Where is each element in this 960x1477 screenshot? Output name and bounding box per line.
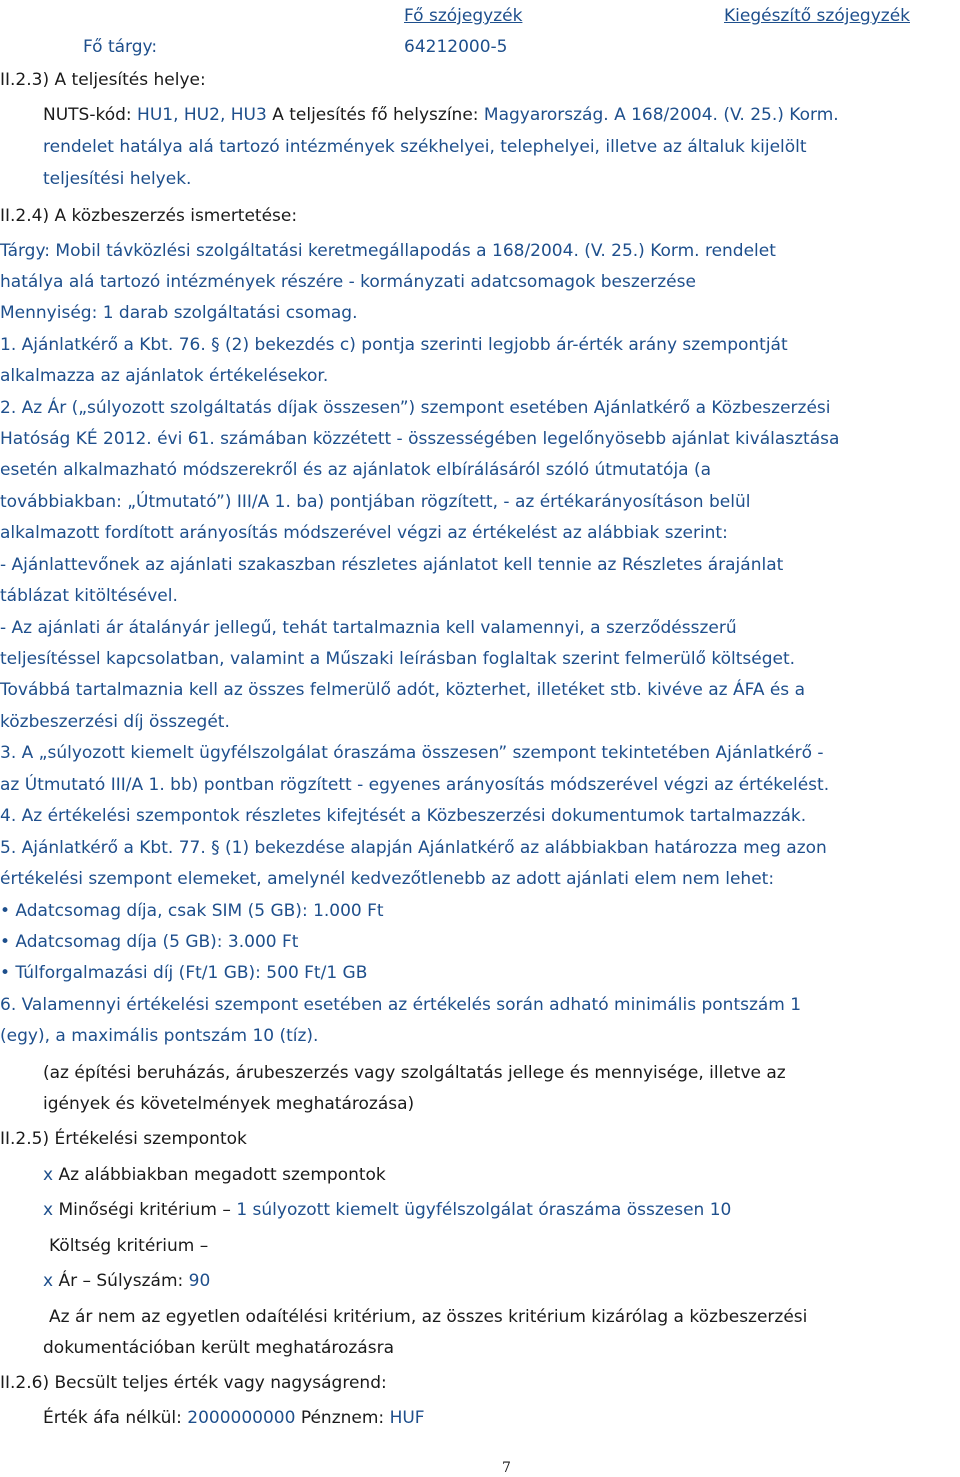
description-note: igények és követelmények meghatározása) [43, 1094, 415, 1114]
nuts-codes: HU1, HU2, HU3 [137, 105, 267, 125]
description-line: az Útmutató III/A 1. bb) pontban rögzített - egyenes arányosítás módszerével végzi az értékelést. [0, 775, 830, 795]
estimated-value: 2000000000 [187, 1408, 296, 1428]
estimated-value-line [43, 1407, 425, 1429]
price-weight-value: 90 [188, 1271, 211, 1291]
description-line: 3. A „súlyozott kiemelt ügyfélszolgálat óraszáma összesen” szempont tekintetében Ajánlatkérő - [0, 743, 824, 763]
description-line: alkalmazott fordított arányosítás módszerével végzi az értékelést az alábbiak szerint: [0, 523, 728, 543]
section-2-2-6-heading: II.2.6) Becsült teljes érték vagy nagyságrend: [0, 1373, 387, 1393]
description-line: Tárgy: Mobil távközlési szolgáltatási keretmegállapodás a 168/2004. (V. 25.) Korm. rendelet [0, 241, 776, 261]
price-criterion-note: Az ár nem az egyetlen odaítélési kritérium, az összes kritérium kizárólag a közbeszerzési [49, 1307, 808, 1327]
nuts-line [43, 104, 839, 126]
quality-criterion-label: Minőségi kritérium – [58, 1200, 231, 1220]
description-line: Hatóság KÉ 2012. évi 61. számában közzétett - összességében legelőnyösebb ajánlat kiválasztása [0, 429, 840, 449]
nuts-label: NUTS-kód: [43, 105, 132, 125]
description-line: esetén alkalmazható módszerekről és az ajánlatok elbírálásáról szóló útmutatója (a [0, 460, 712, 480]
price-criterion-note: dokumentációban került meghatározásra [43, 1338, 394, 1358]
main-site-text: teljesítési helyek. [43, 169, 192, 189]
description-line: - Az ajánlati ár átalányár jellegű, tehát tartalmaznia kell valamennyi, a szerződésszerű [0, 618, 737, 638]
quality-criterion [43, 1199, 731, 1221]
description-line: 2. Az Ár („súlyozott szolgáltatás díjak összesen”) szempont esetében Ajánlatkérő a Közbeszerzési [0, 398, 831, 418]
criteria-item-specified [43, 1164, 386, 1186]
criteria-item-label: Az alábbiakban megadott szempontok [58, 1165, 386, 1185]
value-label: Érték áfa nélkül: [43, 1408, 182, 1428]
main-site-label: A teljesítés fő helyszíne: [272, 105, 479, 125]
main-site-text: Magyarország. A 168/2004. (V. 25.) Korm. [483, 105, 839, 125]
description-line: táblázat kitöltésével. [0, 586, 178, 606]
quality-criterion-value: 1 súlyozott kiemelt ügyfélszolgálat óraszáma összesen 10 [236, 1200, 732, 1220]
description-line: Továbbá tartalmaznia kell az összes felmerülő adót, közterhet, illetéket stb. kivéve az ÁFA és a [0, 680, 805, 700]
cost-criterion-label: Költség kritérium – [49, 1236, 209, 1256]
section-2-2-3-heading: II.2.3) A teljesítés helye: [0, 70, 206, 90]
main-site-text: rendelet hatálya alá tartozó intézmények székhelyei, telephelyei, illetve az általuk kijelölt [43, 137, 807, 157]
price-criterion [43, 1270, 210, 1292]
checkbox-mark: x [43, 1200, 54, 1220]
description-line: Mennyiség: 1 darab szolgáltatási csomag. [0, 303, 358, 323]
currency-value: HUF [389, 1408, 425, 1428]
description-line: teljesítéssel kapcsolatban, valamint a Műszaki leírásban foglaltak szerint felmerülő költséget. [0, 649, 796, 669]
price-criterion-label: Ár – Súlyszám: [58, 1271, 184, 1291]
section-2-2-4-heading: II.2.4) A közbeszerzés ismertetése: [0, 206, 298, 226]
section-2-2-5-heading: II.2.5) Értékelési szempontok [0, 1129, 247, 1149]
description-line: hatálya alá tartozó intézmények részére - kormányzati adatcsomagok beszerzése [0, 272, 696, 292]
supplementary-vocabulary-header: Kiegészítő szójegyzék [724, 6, 910, 26]
description-line: 1. Ajánlatkérő a Kbt. 76. § (2) bekezdés c) pontja szerinti legjobb ár-érték arány szempontját [0, 335, 788, 355]
main-subject-label: Fő tárgy: [83, 37, 158, 57]
description-bullet-item: • Túlforgalmazási díj (Ft/1 GB): 500 Ft/1 GB [0, 963, 368, 983]
description-line: értékelési szempont elemeket, amelynél kedvezőtlenebb az adott ajánlati elem nem lehet: [0, 869, 775, 889]
description-note: (az építési beruházás, árubeszerzés vagy szolgáltatás jellege és mennyisége, illetve az [43, 1063, 786, 1083]
description-line: alkalmazza az ajánlatok értékelésekor. [0, 366, 329, 386]
description-line: 4. Az értékelési szempontok részletes kifejtését a Közbeszerzési dokumentumok tartalmazzák. [0, 806, 807, 826]
main-subject-cpv-code: 64212000-5 [404, 37, 508, 57]
description-line: közbeszerzési díj összegét. [0, 712, 230, 732]
description-line: (egy), a maximális pontszám 10 (tíz). [0, 1026, 319, 1046]
description-bullet-item: • Adatcsomag díja (5 GB): 3.000 Ft [0, 932, 299, 952]
description-line: 6. Valamennyi értékelési szempont esetében az értékelés során adható minimális pontszám 1 [0, 995, 802, 1015]
page-number: 7 [502, 1460, 511, 1476]
description-line: 5. Ajánlatkérő a Kbt. 77. § (1) bekezdése alapján Ajánlatkérő az alábbiakban határozza meg azon [0, 838, 827, 858]
description-line: - Ajánlattevőnek az ajánlati szakaszban részletes ajánlatot kell tennie az Részletes árajánlat [0, 555, 784, 575]
currency-label: Pénznem: [300, 1408, 385, 1428]
checkbox-mark: x [43, 1165, 54, 1185]
description-bullet-item: • Adatcsomag díja, csak SIM (5 GB): 1.000 Ft [0, 901, 384, 921]
description-line: továbbiakban: „Útmutató”) III/A 1. ba) pontjában rögzített, - az értékarányosításon belül [0, 492, 751, 512]
main-vocabulary-header: Fő szójegyzék [404, 6, 523, 26]
checkbox-mark: x [43, 1271, 54, 1291]
